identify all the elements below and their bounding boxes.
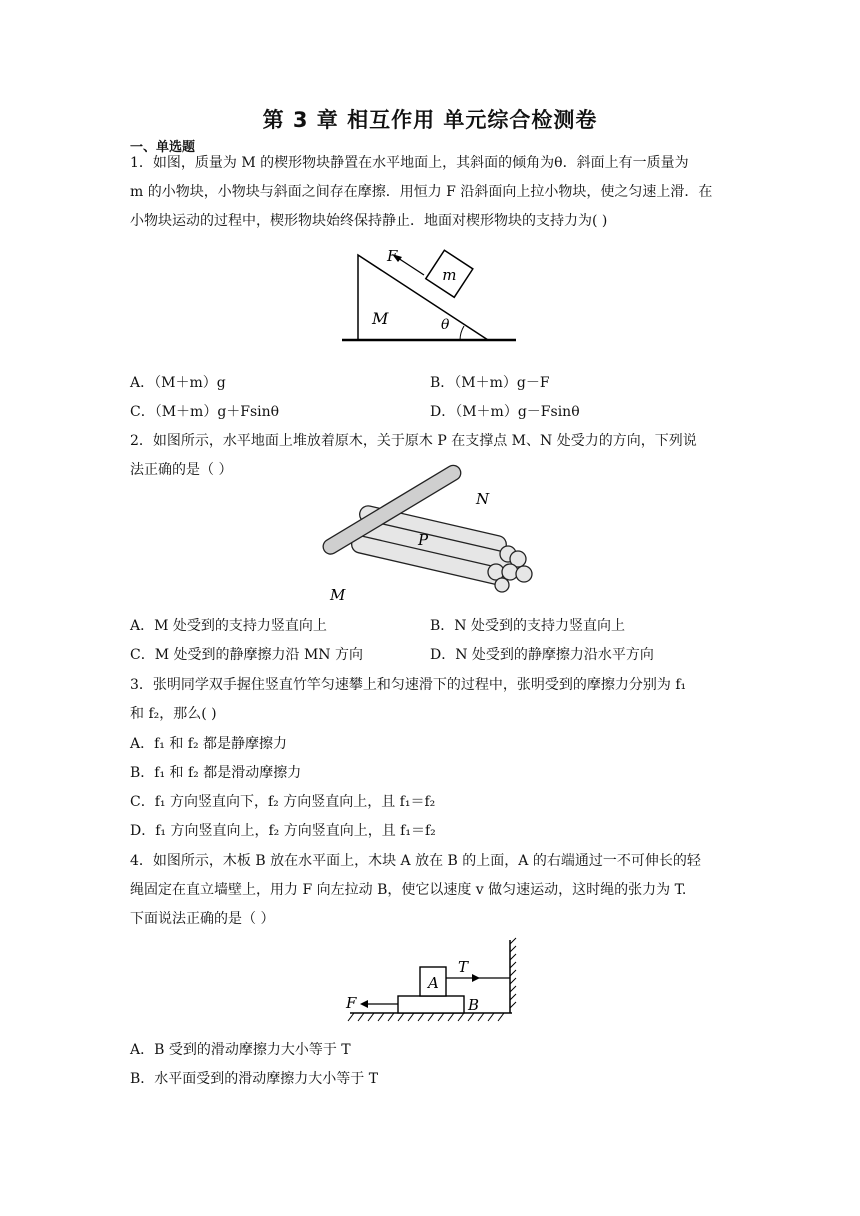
q1-text-line-1: 1．如图，质量为 M 的楔形物块静置在水平地面上，其斜面的倾角为θ．斜面上有一质量为 [130,155,689,171]
q2-fig-label-P: P [418,531,429,549]
q3-text-line-1: 3．张明同学双手握住竖直竹竿匀速攀上和匀速滑下的过程中，张明受到的摩擦力分别为 f₁ [130,677,687,693]
q1-option-d[interactable]: D．（M＋m）g－Fsinθ [430,404,580,420]
q1-text-line-2: m 的小物块，小物块与斜面之间存在摩擦．用恒力 F 沿斜面向上拉小物块，使之匀速上滑．在 [130,184,713,200]
q1-wedge-figure [340,247,520,345]
q1-fig-label-F: F [387,247,398,265]
q4-text-line-2: 绳固定在直立墙壁上，用力 F 向左拉动 B，使它以速度 v 做匀速运动，这时绳的张力为 T. [130,882,687,898]
q2-option-b[interactable]: B．N 处受到的支持力竖直向上 [430,618,625,634]
q4-fig-label-T: T [458,958,469,976]
q4-fig-label-F: F [346,994,357,1012]
q2-text-line-2: 法正确的是（ ） [130,462,233,478]
q1-fig-label-M: M [372,309,389,328]
section-heading: 一、单选题 [130,140,196,155]
q3-option-c[interactable]: C．f₁ 方向竖直向下，f₂ 方向竖直向上，且 f₁＝f₂ [130,794,436,810]
q2-option-c[interactable]: C．M 处受到的静摩擦力沿 MN 方向 [130,647,363,663]
q2-text-line-1: 2．如图所示，水平地面上堆放着原木，关于原木 P 在支撑点 M、N 处受力的方向，下列说 [130,433,697,449]
q4-text-line-1: 4．如图所示，木板 B 放在水平面上，木块 A 放在 B 的上面，A 的右端通过一不可伸长的轻 [130,853,701,869]
q1-text-line-3: 小物块运动的过程中，楔形物块始终保持静止．地面对楔形物块的支持力为( ) [130,213,608,229]
q3-option-d[interactable]: D．f₁ 方向竖直向上，f₂ 方向竖直向上，且 f₁＝f₂ [130,823,436,839]
q2-option-d[interactable]: D．N 处受到的静摩擦力沿水平方向 [430,647,654,663]
q2-logs-figure [328,490,533,602]
q1-option-a[interactable]: A．（M＋m）g [130,375,226,391]
q1-fig-label-m: m [442,265,457,284]
q1-option-b[interactable]: B．（M＋m）g－F [430,375,550,391]
q4-option-a[interactable]: A．B 受到的滑动摩擦力大小等于 T [130,1042,351,1058]
q1-fig-label-theta: θ [441,317,450,333]
q3-option-b[interactable]: B．f₁ 和 f₂ 都是滑动摩擦力 [130,765,302,781]
q2-option-a[interactable]: A．M 处受到的支持力竖直向上 [130,618,327,634]
q1-option-c[interactable]: C．（M＋m）g＋Fsinθ [130,404,280,420]
page-title: 第 3 章 相互作用 单元综合检测卷 [262,108,598,132]
q4-fig-label-B: B [468,996,480,1014]
q4-blocks-figure [340,938,520,1030]
q3-text-line-2: 和 f₂，那么( ) [130,706,217,722]
q4-fig-label-A: A [428,974,439,992]
q2-fig-label-N: N [476,490,490,508]
q3-option-a[interactable]: A．f₁ 和 f₂ 都是静摩擦力 [130,736,288,752]
q2-fig-label-M: M [330,586,346,604]
q4-text-line-3: 下面说法正确的是（ ） [130,911,275,927]
q4-option-b[interactable]: B．水平面受到的滑动摩擦力大小等于 T [130,1071,379,1087]
